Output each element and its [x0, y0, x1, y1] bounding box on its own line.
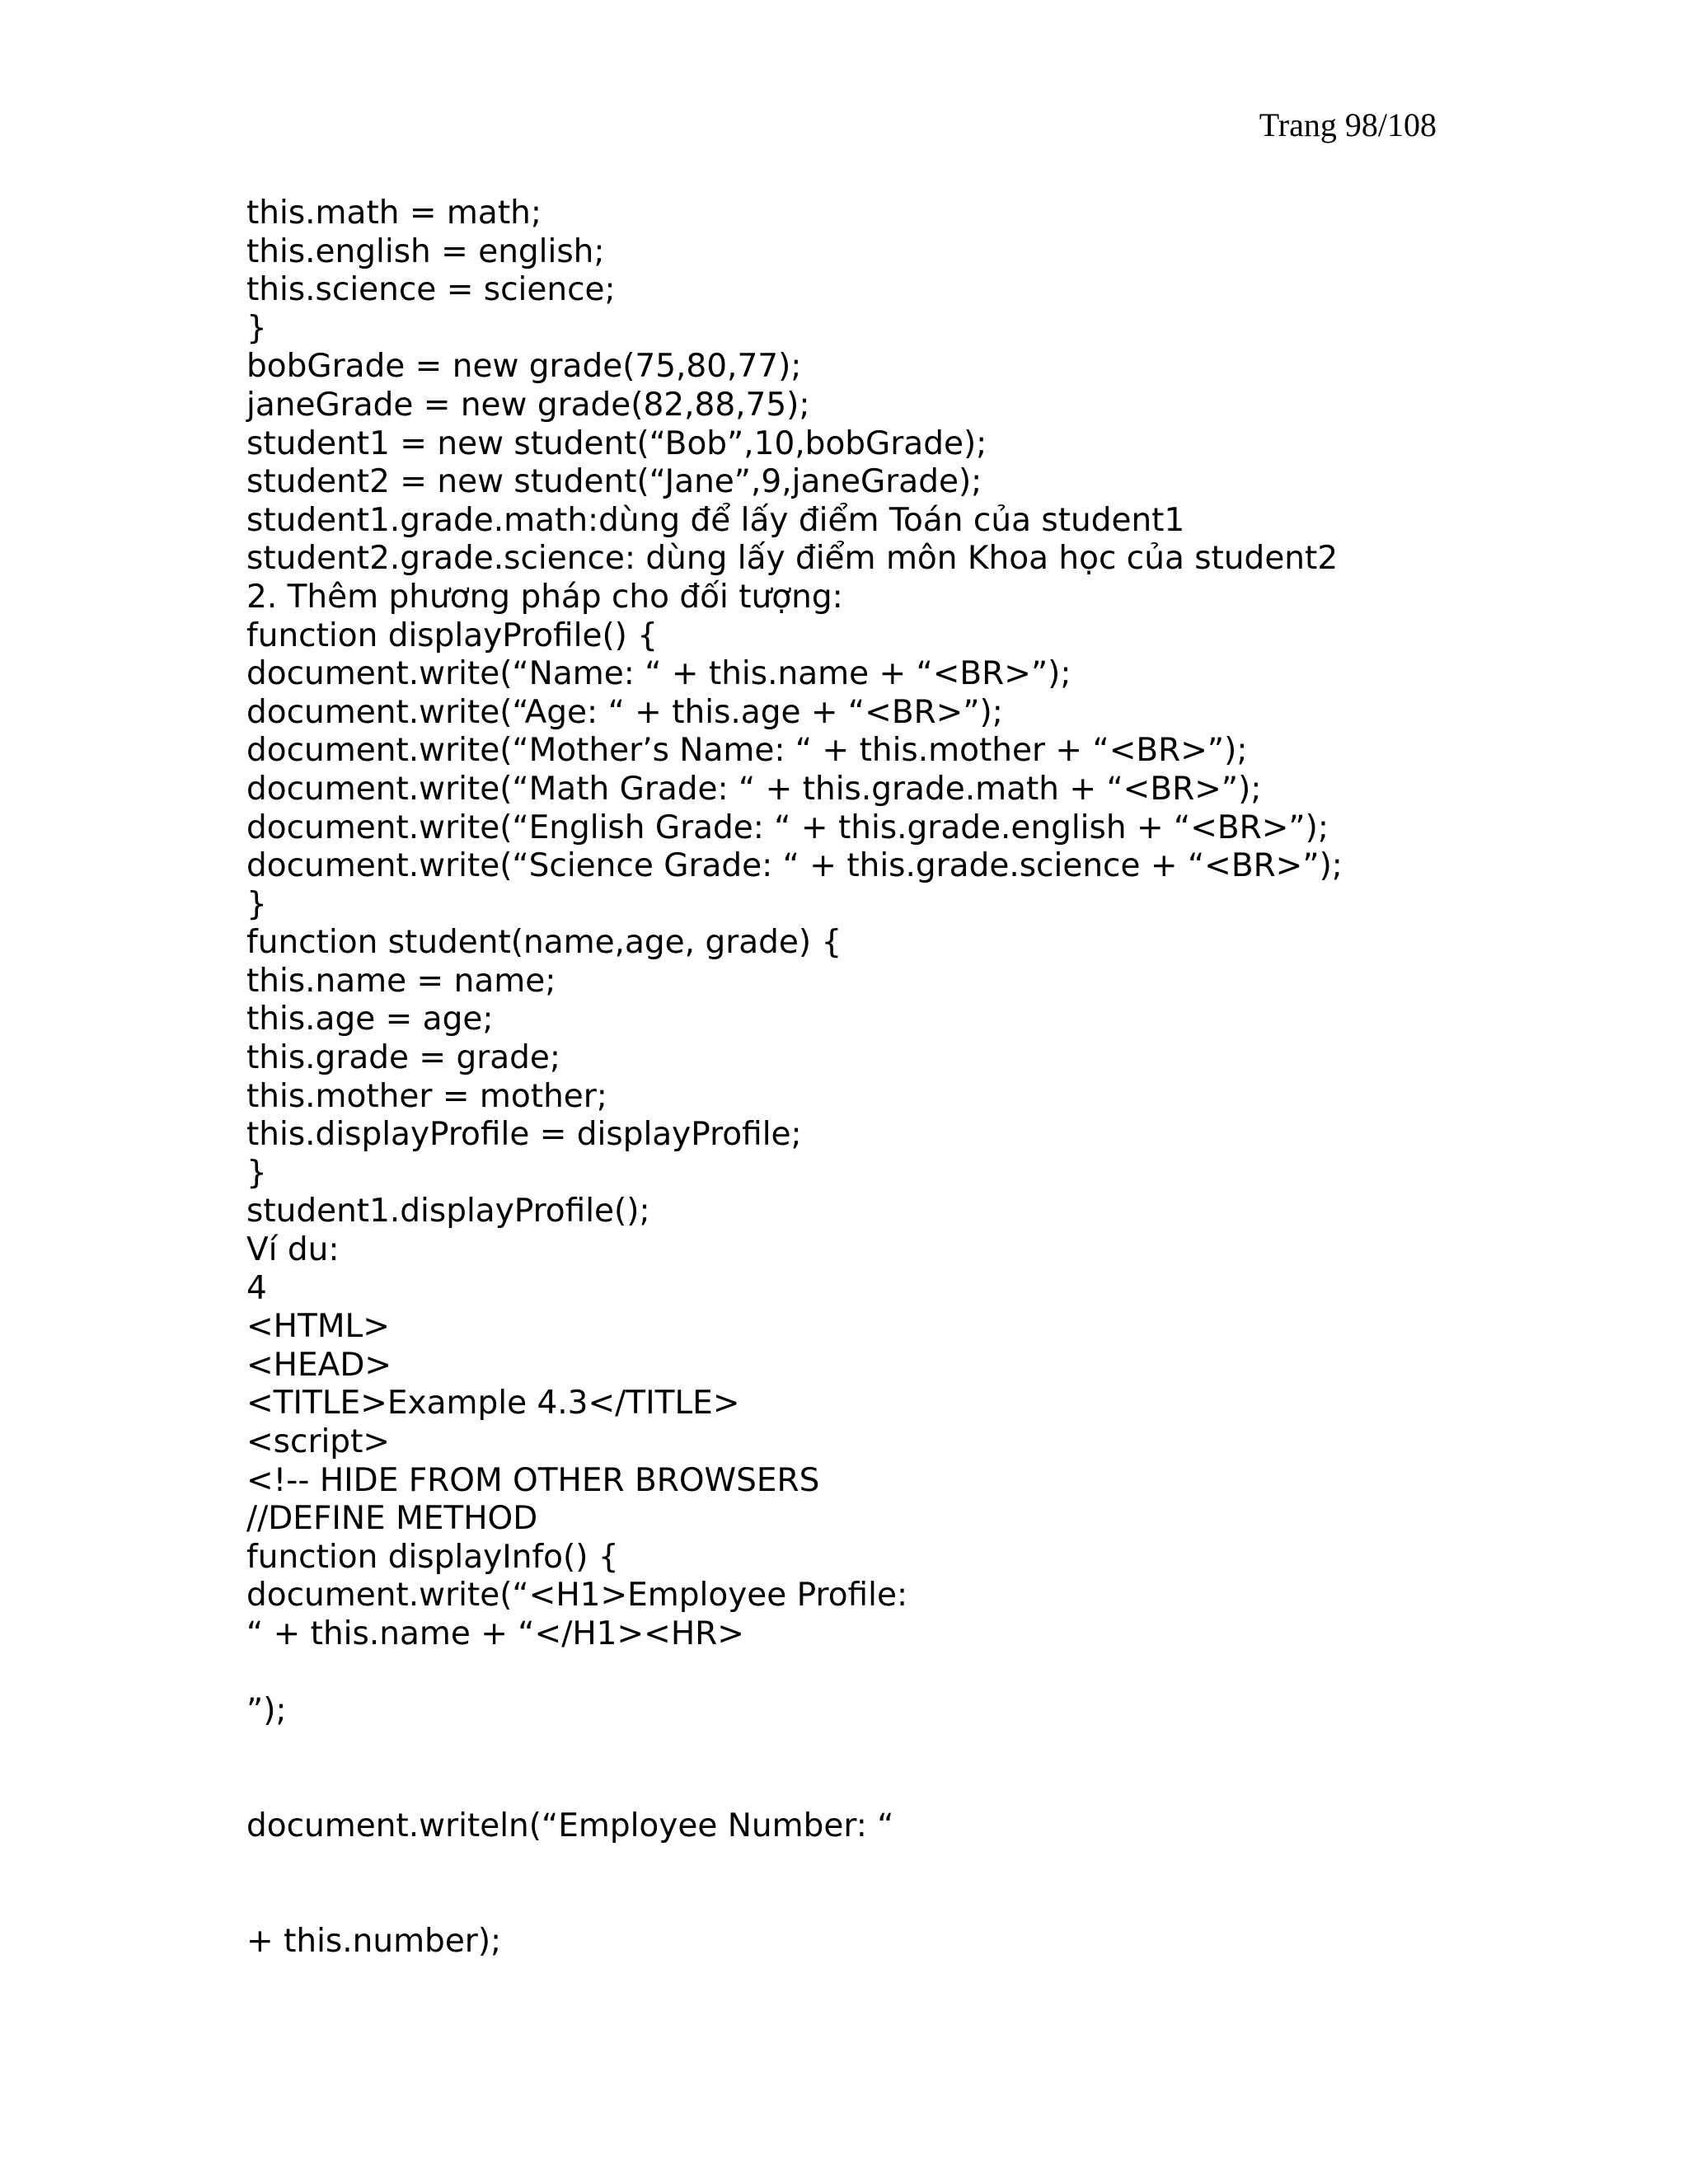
text-line: } [246, 885, 267, 923]
text-line: janeGrade = new grade(82,88,75); [246, 386, 810, 424]
text-line: this.english = english; [246, 232, 605, 270]
text-line: this.age = age; [246, 1001, 494, 1038]
text-line: <HTML> [246, 1308, 390, 1346]
text-line: <script> [246, 1423, 391, 1460]
text-line: student2.grade.science: dùng lấy điểm môn Khoa học của student2 [246, 540, 1339, 578]
text-line: this.name = name; [246, 962, 556, 1000]
text-line: document.write(“Age: “ + this.age + “<BR>”); [246, 693, 1003, 731]
text-line: <HEAD> [246, 1346, 392, 1384]
text-line: } [246, 1154, 267, 1192]
text-line: document.writeln(“Employee Number: “ [246, 1807, 894, 1844]
text-line: document.write(“<H1>Employee Profile: [246, 1577, 908, 1615]
text-line: this.displayProfile = displayProfile; [246, 1116, 802, 1154]
text-line: //DEFINE METHOD [246, 1500, 538, 1538]
blank-line [246, 1731, 1523, 1769]
text-line: function displayProfile() { [246, 616, 659, 654]
text-line: document.write(“English Grade: “ + this.grade.english + “<BR>”); [246, 808, 1329, 846]
text-line: this.math = math; [246, 194, 542, 232]
text-line: student1.displayProfile(); [246, 1193, 650, 1230]
text-line: function student(name,age, grade) { [246, 924, 842, 962]
blank-line [246, 1846, 1523, 1885]
text-line: } [246, 309, 267, 347]
text-line: student1.grade.math:dùng để lấy điểm Toán của student1 [246, 501, 1185, 539]
blank-line [246, 1654, 1523, 1693]
text-line: bobGrade = new grade(75,80,77); [246, 348, 802, 386]
text-line: Ví du: [246, 1231, 340, 1269]
text-line: this.mother = mother; [246, 1077, 607, 1115]
page-number: Trang 98/108 [1259, 106, 1437, 143]
text-line: document.write(“Math Grade: “ + this.grade.math + “<BR>”); [246, 770, 1262, 808]
text-line: <TITLE>Example 4.3</TITLE> [246, 1385, 740, 1422]
text-line: + this.number); [246, 1922, 502, 1960]
blank-line [246, 1769, 1523, 1807]
text-line: document.write(“Name: “ + this.name + “<BR>”); [246, 655, 1071, 693]
text-line: 4 [246, 1269, 267, 1307]
text-line: this.science = science; [246, 271, 616, 309]
text-line: ”); [246, 1692, 287, 1730]
text-line: 2. Thêm phương pháp cho đối tượng: [246, 578, 843, 616]
text-line: this.grade = grade; [246, 1039, 561, 1077]
document-body [246, 194, 1523, 1961]
text-line: student1 = new student(“Bob”,10,bobGrade); [246, 424, 987, 462]
text-line: <!-- HIDE FROM OTHER BROWSERS [246, 1461, 820, 1499]
blank-line [246, 1884, 1523, 1923]
text-line: document.write(“Science Grade: “ + this.grade.science + “<BR>”); [246, 847, 1343, 885]
text-line: student2 = new student(“Jane”,9,janeGrade); [246, 463, 982, 501]
text-line: function displayInfo() { [246, 1538, 619, 1576]
text-line: document.write(“Mother’s Name: “ + this.mother + “<BR>”); [246, 732, 1248, 770]
text-line: “ + this.name + “</H1><HR> [246, 1615, 744, 1652]
